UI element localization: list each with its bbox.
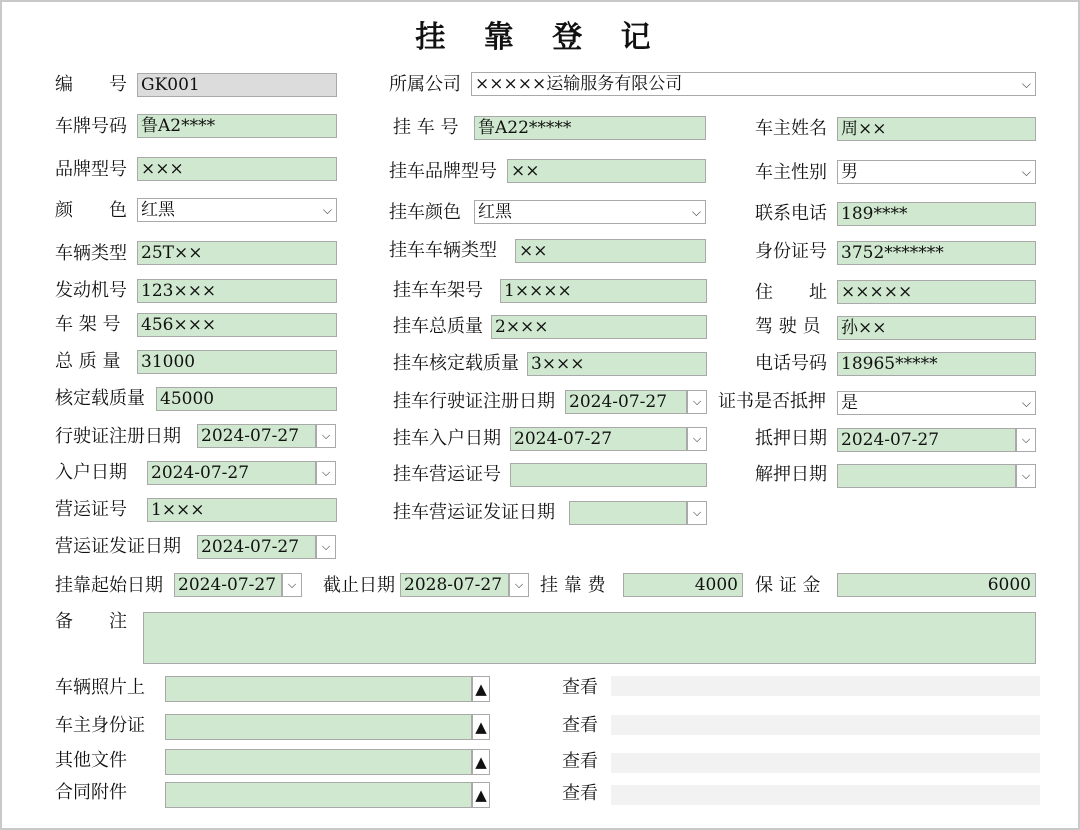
- engine-no-field[interactable]: 123×××: [137, 279, 337, 303]
- license-reg-date-label: 行驶证注册日期: [55, 426, 181, 447]
- triangle-up-icon: ▲: [475, 786, 487, 804]
- cert-mortgaged-value: 是: [841, 393, 858, 413]
- view-photo-box: [611, 676, 1040, 696]
- fee-field[interactable]: 4000: [623, 573, 743, 597]
- fee-label: 挂 靠 费: [540, 575, 606, 596]
- form-title: 挂 靠 登 记: [415, 20, 665, 55]
- total-mass-label: 总 质 量: [55, 351, 121, 372]
- trailer-op-cert-date-picker[interactable]: [687, 501, 707, 525]
- attachment-label-contract: 合同附件: [55, 782, 127, 803]
- brand-model-field[interactable]: ×××: [137, 157, 337, 181]
- trailer-total-mass-field[interactable]: 2×××: [491, 315, 707, 339]
- plate-field[interactable]: 鲁A2****: [137, 114, 337, 138]
- brand-model-label: 品牌型号: [55, 159, 127, 180]
- chevron-down-icon: ⌵: [692, 432, 702, 445]
- release-date-label: 解押日期: [755, 464, 827, 485]
- entry-date-picker[interactable]: [316, 461, 336, 485]
- driver-label: 驾 驶 员: [755, 316, 821, 337]
- frame-no-label: 车 架 号: [55, 314, 121, 335]
- cert-mortgaged-select[interactable]: [837, 391, 1036, 415]
- trailer-license-reg-date-picker[interactable]: [687, 390, 707, 414]
- view-id-box: [611, 715, 1040, 735]
- trailer-rated-load-field[interactable]: 3×××: [527, 352, 707, 376]
- chevron-down-icon: ⌵: [321, 429, 331, 442]
- start-date-label: 挂靠起始日期: [55, 575, 163, 596]
- cert-mortgaged-label: 证书是否抵押: [718, 391, 826, 412]
- owner-name-label: 车主姓名: [755, 118, 827, 139]
- trailer-frame-no-label: 挂车车架号: [393, 280, 483, 301]
- release-date-picker[interactable]: [1016, 464, 1036, 488]
- trailer-total-mass-label: 挂车总质量: [393, 316, 483, 337]
- company-value: ×××××运输服务有限公司: [475, 74, 683, 94]
- plate-label: 车牌号码: [55, 116, 127, 137]
- code-label: 编 号: [55, 74, 127, 95]
- op-cert-date-label: 营运证发证日期: [55, 536, 181, 557]
- trailer-entry-date-picker[interactable]: [687, 427, 707, 451]
- upload-id-button[interactable]: [472, 714, 490, 740]
- mortgage-date-label: 抵押日期: [755, 428, 827, 449]
- chevron-down-icon: ⌵: [692, 506, 702, 519]
- trailer-rated-load-label: 挂车核定载质量: [393, 353, 519, 374]
- trailer-entry-date-field[interactable]: 2024-07-27: [510, 427, 687, 451]
- trailer-entry-date-label: 挂车入户日期: [393, 428, 501, 449]
- release-date-field[interactable]: [837, 464, 1016, 488]
- remarks-label: 备 注: [55, 611, 127, 632]
- vehicle-type-label: 车辆类型: [55, 243, 127, 264]
- trailer-no-field[interactable]: 鲁A22*****: [474, 116, 706, 140]
- attachment-label-photo: 车辆照片上: [55, 677, 145, 698]
- view-contract-link[interactable]: 查看: [562, 783, 598, 804]
- trailer-op-cert-field[interactable]: [510, 463, 707, 487]
- frame-no-field[interactable]: 456×××: [137, 313, 337, 337]
- end-date-field[interactable]: 2028-07-27: [400, 573, 509, 597]
- trailer-op-cert-date-label: 挂车营运证发证日期: [393, 502, 555, 523]
- company-label: 所属公司: [389, 74, 461, 95]
- view-other-box: [611, 753, 1040, 773]
- chevron-down-icon: ⌵: [692, 395, 702, 408]
- trailer-color-value: 红黑: [478, 202, 512, 222]
- owner-gender-select[interactable]: [837, 160, 1036, 184]
- color-label: 颜 色: [55, 200, 127, 221]
- view-photo-link[interactable]: 查看: [562, 677, 598, 698]
- attachment-path-other[interactable]: [165, 749, 472, 775]
- attachment-label-id: 车主身份证: [55, 715, 145, 736]
- license-reg-date-picker[interactable]: [316, 424, 336, 448]
- end-date-picker[interactable]: [509, 573, 529, 597]
- chevron-down-icon: ⌵: [691, 205, 701, 219]
- start-date-picker[interactable]: [282, 573, 302, 597]
- trailer-brand-model-label: 挂车品牌型号: [389, 161, 497, 182]
- code-field[interactable]: GK001: [137, 73, 337, 97]
- address-label: 住 址: [755, 282, 827, 303]
- entry-date-field[interactable]: 2024-07-27: [147, 461, 316, 485]
- color-value: 红黑: [141, 200, 175, 220]
- id-no-field[interactable]: 3752*******: [837, 241, 1036, 265]
- owner-name-field[interactable]: 周××: [837, 117, 1036, 141]
- trailer-license-reg-date-label: 挂车行驶证注册日期: [393, 391, 555, 412]
- engine-no-label: 发动机号: [55, 280, 127, 301]
- chevron-down-icon: ⌵: [1021, 396, 1031, 410]
- color-select[interactable]: [137, 198, 337, 222]
- tel-label: 电话号码: [755, 353, 827, 374]
- upload-other-button[interactable]: [472, 749, 490, 775]
- view-id-link[interactable]: 查看: [562, 715, 598, 736]
- trailer-brand-model-field[interactable]: ××: [507, 159, 706, 183]
- vehicle-type-field[interactable]: 25T××: [137, 241, 337, 265]
- op-cert-date-field[interactable]: 2024-07-27: [197, 535, 316, 559]
- start-date-field[interactable]: 2024-07-27: [174, 573, 282, 597]
- upload-contract-button[interactable]: [472, 782, 490, 808]
- end-date-label: 截止日期: [323, 575, 395, 596]
- chevron-down-icon: ⌵: [1021, 433, 1031, 446]
- total-mass-field[interactable]: 31000: [137, 350, 337, 374]
- attachment-path-contract[interactable]: [165, 782, 472, 808]
- trailer-vehicle-type-label: 挂车车辆类型: [389, 240, 497, 261]
- trailer-color-label: 挂车颜色: [389, 202, 461, 223]
- chevron-down-icon: ⌵: [321, 540, 331, 553]
- phone-label: 联系电话: [755, 203, 827, 224]
- phone-field[interactable]: 189****: [837, 202, 1036, 226]
- chevron-down-icon: ⌵: [322, 203, 332, 217]
- entry-date-label: 入户日期: [55, 462, 127, 483]
- chevron-down-icon: ⌵: [1021, 469, 1031, 482]
- license-reg-date-field[interactable]: 2024-07-27: [197, 424, 316, 448]
- trailer-op-cert-date-field[interactable]: [569, 501, 687, 525]
- triangle-up-icon: ▲: [475, 718, 487, 736]
- view-contract-box: [611, 785, 1040, 805]
- chevron-down-icon: ⌵: [321, 466, 331, 479]
- trailer-no-label: 挂 车 号: [393, 117, 459, 138]
- trailer-op-cert-label: 挂车营运证号: [393, 464, 501, 485]
- driver-field[interactable]: 孙××: [837, 316, 1036, 340]
- upload-photo-button[interactable]: [472, 676, 490, 702]
- trailer-license-reg-date-field[interactable]: 2024-07-27: [565, 390, 687, 414]
- deposit-label: 保 证 金: [755, 575, 821, 596]
- trailer-vehicle-type-field[interactable]: ××: [515, 239, 706, 263]
- trailer-color-select[interactable]: [474, 200, 706, 224]
- mortgage-date-field[interactable]: 2024-07-27: [837, 428, 1016, 452]
- trailer-frame-no-field[interactable]: 1××××: [500, 279, 707, 303]
- attachment-label-other: 其他文件: [55, 750, 127, 771]
- deposit-field[interactable]: 6000: [837, 573, 1036, 597]
- op-cert-label: 营运证号: [55, 499, 127, 520]
- id-no-label: 身份证号: [755, 241, 827, 262]
- address-field[interactable]: ×××××: [837, 280, 1036, 304]
- attachment-path-id[interactable]: [165, 714, 472, 740]
- op-cert-field[interactable]: 1×××: [147, 498, 337, 522]
- tel-field[interactable]: 18965*****: [837, 352, 1036, 376]
- owner-gender-value: 男: [841, 162, 858, 182]
- rated-load-field[interactable]: 45000: [156, 387, 337, 411]
- chevron-down-icon: ⌵: [514, 578, 524, 591]
- view-other-link[interactable]: 查看: [562, 751, 598, 772]
- company-select[interactable]: [471, 72, 1036, 96]
- chevron-down-icon: ⌵: [1021, 165, 1031, 179]
- remarks-field[interactable]: [143, 612, 1036, 664]
- owner-gender-label: 车主性别: [755, 162, 827, 183]
- op-cert-date-picker[interactable]: [316, 535, 336, 559]
- triangle-up-icon: ▲: [475, 680, 487, 698]
- attachment-path-photo[interactable]: [165, 676, 472, 702]
- triangle-up-icon: ▲: [475, 753, 487, 771]
- chevron-down-icon: ⌵: [1021, 77, 1031, 91]
- chevron-down-icon: ⌵: [287, 578, 297, 591]
- mortgage-date-picker[interactable]: [1016, 428, 1036, 452]
- rated-load-label: 核定载质量: [55, 388, 145, 409]
